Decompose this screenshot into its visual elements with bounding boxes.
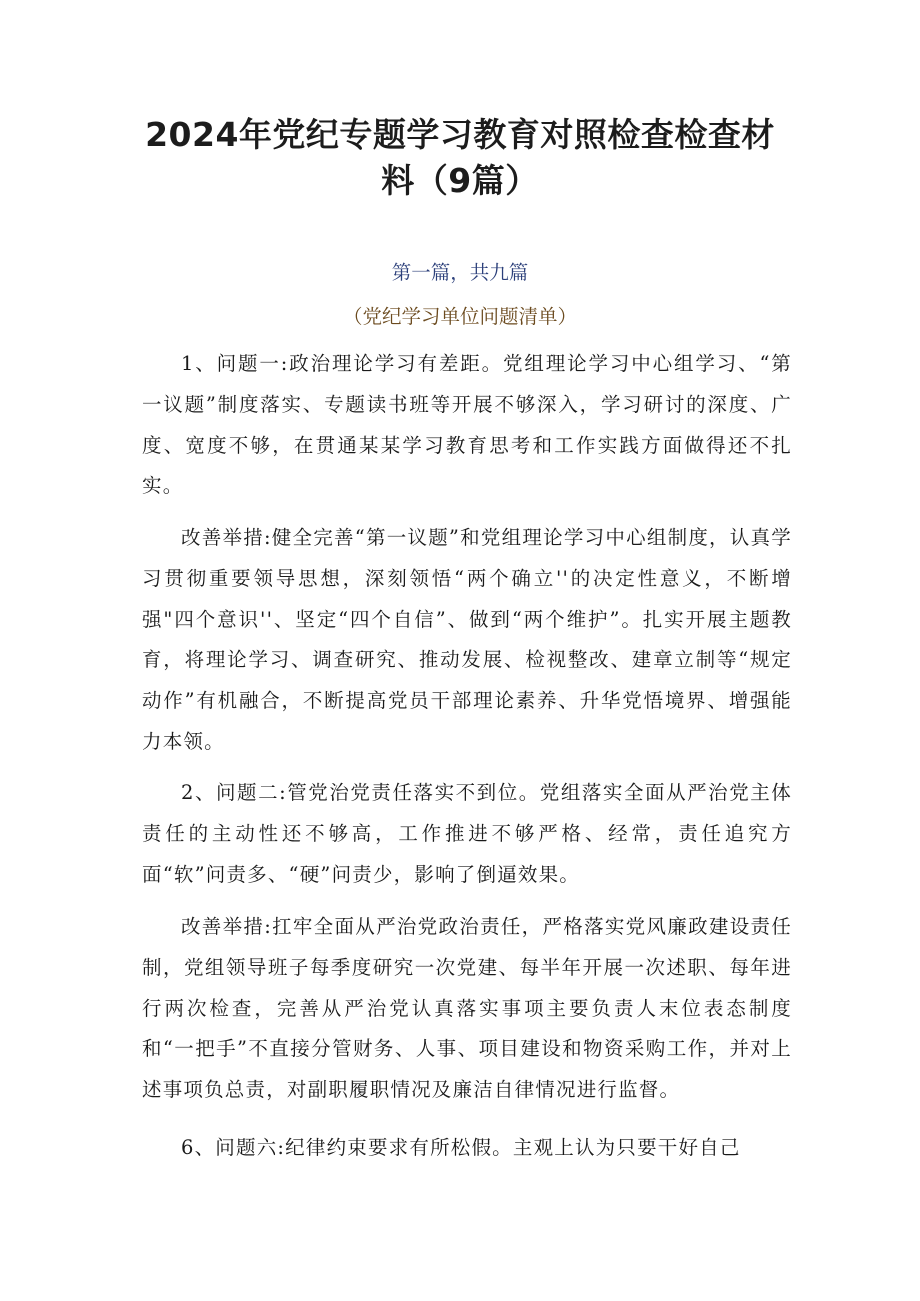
part-subtitle-heading: （党纪学习单位问题清单） xyxy=(342,305,577,328)
paragraph-problem-6: 6、问题六:纪律约束要求有所松假。主观上认为只要干好自己 xyxy=(181,1136,741,1159)
paragraph-measures-1: 改善举措:健全完善“第一议题”和党组理论学习中心组制度，认真学习贯彻重要领导思想，深刻领悟“两个确立''的决定性意义，不断增强"四个意识''、坚定“四个自信”、做到“两个维护”。扎实开展主题教育，将理论学习、调查研究、推动发展、检视整改、建章立制等“规定动作”有机融合，不断提高党员干部理论素养、升华党悟境界、增强能力本领。 xyxy=(142,526,792,753)
document-title-line-1: 2024年党纪专题学习教育对照检查检查材 xyxy=(145,115,775,154)
paragraph-measures-2: 改善举措:扛牢全面从严治党政治责任，严格落实党风廉政建设责任制，党组领导班子每季度研究一次党建、每半年开展一次述职、每年进行两次检查，完善从严治党认真落实事项主要负责人末位表态制度和“一把手”不直接分管财务、人事、项目建设和物资采购工作，并对上述事项负总责，对副职履职情况及廉洁自律情况进行监督。 xyxy=(142,915,792,1102)
part-number-heading: 第一篇，共九篇 xyxy=(391,261,529,284)
document-title-line-2: 料（9篇） xyxy=(381,161,539,200)
paragraph-problem-2: 2、问题二:管党治党责任落实不到位。党组落实全面从严治党主体责任的主动性还不够高，工作推进不够严格、经常，责任追究方面“软”问责多、“硬”问责少，影响了倒逼效果。 xyxy=(142,781,792,886)
paragraph-problem-1: 1、问题一:政治理论学习有差距。党组理论学习中心组学习、“第一议题”制度落实、专题读书班等开展不够深入，学习研讨的深度、广度、宽度不够，在贯通某某学习教育思考和工作实践方面做得还不扎实。 xyxy=(142,352,792,498)
document-title xyxy=(130,112,790,204)
